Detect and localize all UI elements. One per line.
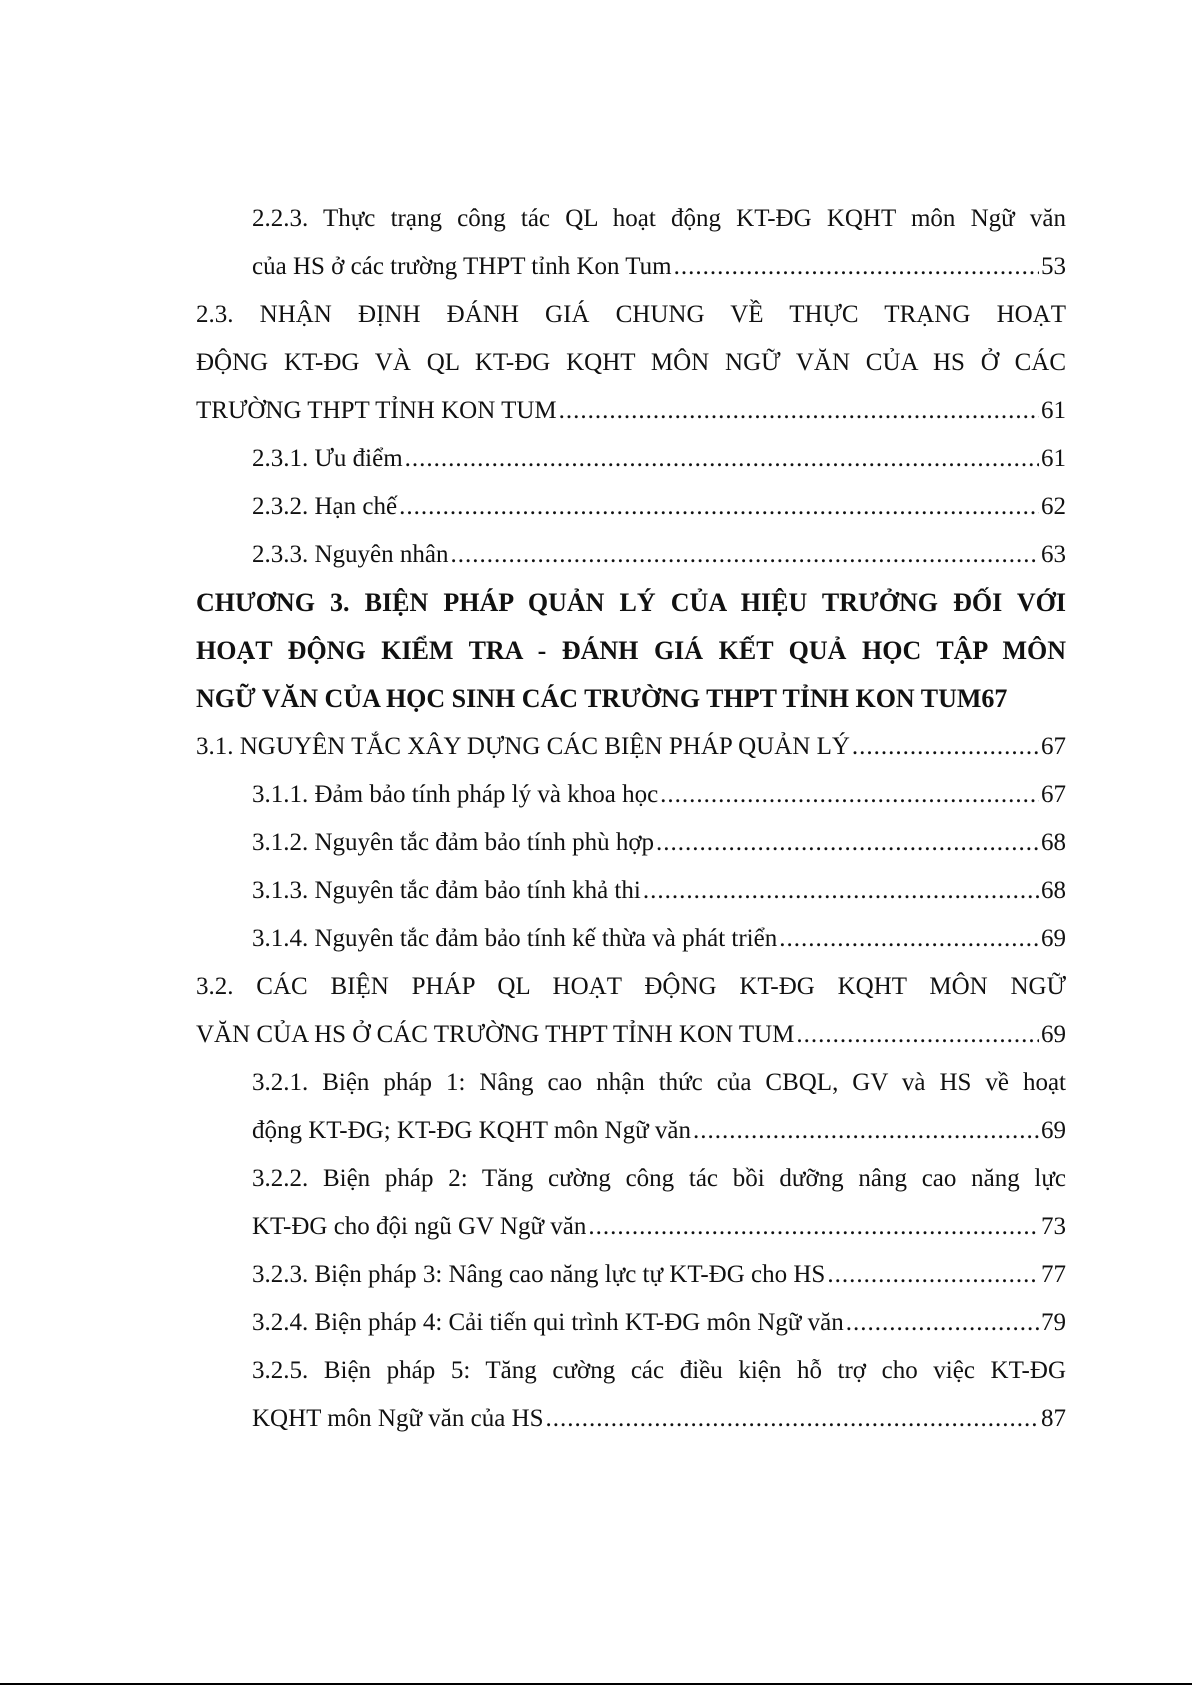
table-of-contents	[196, 195, 1066, 1443]
toc-dot-leader	[405, 435, 1039, 483]
toc-entry	[196, 387, 1066, 435]
toc-entry	[196, 1203, 1066, 1251]
toc-entry-text: ĐỘNG KT-ĐG VÀ QL KT-ĐG KQHT MÔN NGỮ VĂN CỦA HS Ở CÁC	[196, 349, 1066, 376]
toc-entry-continued	[196, 963, 1066, 1011]
toc-entry-continued	[196, 339, 1066, 387]
toc-entry	[196, 243, 1066, 291]
toc-page-number: 63	[1041, 541, 1066, 568]
toc-dot-leader	[674, 243, 1039, 291]
toc-entry-continued	[196, 1155, 1066, 1203]
toc-entry	[196, 483, 1066, 531]
toc-dot-leader	[643, 867, 1039, 915]
toc-page-number: 67	[1041, 781, 1066, 808]
toc-dot-leader	[588, 1203, 1039, 1251]
toc-entry-text: 2.3.3. Nguyên nhân	[252, 541, 449, 568]
toc-entry-text: VĂN CỦA HS Ở CÁC TRƯỜNG THPT TỈNH KON TUM	[196, 1021, 795, 1048]
toc-dot-leader	[779, 915, 1039, 963]
toc-entry-text: KT-ĐG cho đội ngũ GV Ngữ văn	[252, 1213, 587, 1240]
toc-entry-text: 3.1. NGUYÊN TẮC XÂY DỰNG CÁC BIỆN PHÁP QUẢN LÝ	[196, 733, 850, 760]
toc-page-number: 67	[1041, 733, 1066, 760]
toc-page-number: 77	[1041, 1261, 1066, 1288]
toc-entry-text: 3.1.4. Nguyên tắc đảm bảo tính kế thừa và phát triển	[252, 925, 778, 952]
toc-entry-text: 3.2.4. Biện pháp 4: Cải tiến qui trình KT-ĐG môn Ngữ văn	[252, 1309, 844, 1336]
toc-entry-text: 2.3.1. Ưu điểm	[252, 445, 403, 472]
toc-page-number: 53	[1041, 253, 1066, 280]
toc-page-number: 68	[1041, 877, 1066, 904]
toc-entry-text: 3.1.2. Nguyên tắc đảm bảo tính phù hợp	[252, 829, 655, 856]
toc-entry-continued	[196, 627, 1066, 675]
toc-entry-text: 3.2.2. Biện pháp 2: Tăng cường công tác bồi dưỡng nâng cao năng lực	[252, 1165, 1066, 1192]
toc-entry	[196, 1011, 1066, 1059]
toc-entry	[196, 1251, 1066, 1299]
toc-dot-leader	[796, 1011, 1039, 1059]
toc-page-number: 61	[1041, 397, 1066, 424]
toc-entry	[196, 1299, 1066, 1347]
toc-entry	[196, 867, 1066, 915]
toc-entry	[196, 771, 1066, 819]
toc-page-number: 61	[1041, 445, 1066, 472]
toc-dot-leader	[852, 723, 1039, 771]
toc-page-number: 69	[1041, 1021, 1066, 1048]
toc-page-number: 67	[981, 684, 1008, 713]
toc-dot-leader	[451, 531, 1040, 579]
toc-dot-leader	[559, 387, 1039, 435]
toc-entry-text: động KT-ĐG; KT-ĐG KQHT môn Ngữ văn	[252, 1117, 692, 1144]
toc-entry-text: 3.2.5. Biện pháp 5: Tăng cường các điều kiện hỗ trợ cho việc KT-ĐG	[252, 1357, 1066, 1384]
toc-entry-text: của HS ở các trường THPT tỉnh Kon Tum	[252, 253, 672, 280]
toc-page-number: 79	[1041, 1309, 1066, 1336]
toc-entry-text: TRƯỜNG THPT TỈNH KON TUM	[196, 397, 557, 424]
toc-entry	[196, 435, 1066, 483]
toc-dot-leader	[399, 483, 1039, 531]
toc-entry-text: KQHT môn Ngữ văn của HS	[252, 1405, 544, 1432]
toc-entry	[196, 531, 1066, 579]
toc-page-number: 68	[1041, 829, 1066, 856]
toc-page-number: 62	[1041, 493, 1066, 520]
toc-entry	[196, 915, 1066, 963]
toc-entry-text: 3.2.3. Biện pháp 3: Nâng cao năng lực tự KT-ĐG cho HS	[252, 1261, 826, 1288]
toc-page-number: 73	[1041, 1213, 1066, 1240]
toc-dot-leader	[656, 819, 1039, 867]
toc-entry-text: 2.2.3. Thực trạng công tác QL hoạt động KT-ĐG KQHT môn Ngữ văn	[252, 205, 1066, 232]
toc-dot-leader	[846, 1299, 1039, 1347]
toc-entry-continued	[196, 291, 1066, 339]
toc-entry	[196, 819, 1066, 867]
toc-entry-continued	[196, 1059, 1066, 1107]
toc-entry-text: 2.3. NHẬN ĐỊNH ĐÁNH GIÁ CHUNG VỀ THỰC TRẠNG HOẠT	[196, 301, 1066, 328]
toc-entry-text: 3.2.1. Biện pháp 1: Nâng cao nhận thức của CBQL, GV và HS về hoạt	[252, 1069, 1066, 1096]
toc-dot-leader	[693, 1107, 1039, 1155]
toc-entry-continued	[196, 195, 1066, 243]
toc-entry	[196, 1395, 1066, 1443]
toc-entry-text: 2.3.2. Hạn chế	[252, 493, 398, 520]
toc-entry-continued	[196, 579, 1066, 627]
toc-page-number: 69	[1041, 1117, 1066, 1144]
toc-page-number: 87	[1041, 1405, 1066, 1432]
toc-dot-leader	[546, 1395, 1039, 1443]
toc-entry-text: HOẠT ĐỘNG KIỂM TRA - ĐÁNH GIÁ KẾT QUẢ HỌC TẬP MÔN	[196, 636, 1066, 665]
toc-entry	[196, 723, 1066, 771]
toc-entry	[196, 675, 1066, 723]
toc-dot-leader	[827, 1251, 1039, 1299]
toc-entry-text: NGỮ VĂN CỦA HỌC SINH CÁC TRƯỜNG THPT TỈNH KON TUM	[196, 684, 982, 713]
toc-entry-text: 3.1.1. Đảm bảo tính pháp lý và khoa học	[252, 781, 659, 808]
toc-entry-text: CHƯƠNG 3. BIỆN PHÁP QUẢN LÝ CỦA HIỆU TRƯỞNG ĐỐI VỚI	[196, 588, 1066, 617]
toc-dot-leader	[660, 771, 1039, 819]
toc-entry-text: 3.1.3. Nguyên tắc đảm bảo tính khả thi	[252, 877, 641, 904]
toc-entry-continued	[196, 1347, 1066, 1395]
toc-page-number: 69	[1041, 925, 1066, 952]
toc-entry-text: 3.2. CÁC BIỆN PHÁP QL HOẠT ĐỘNG KT-ĐG KQHT MÔN NGỮ	[196, 973, 1066, 1000]
toc-entry	[196, 1107, 1066, 1155]
